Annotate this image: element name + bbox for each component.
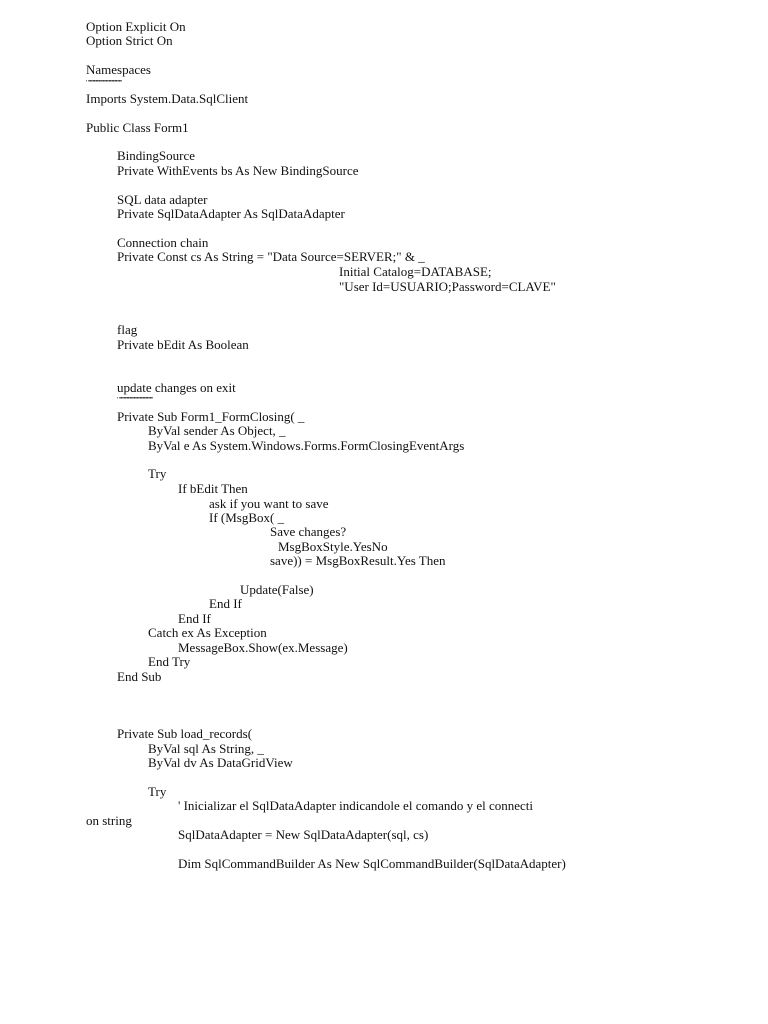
code-line: End If xyxy=(209,596,242,611)
code-line: If (MsgBox( _ xyxy=(209,510,285,525)
code-line: If bEdit Then xyxy=(178,481,248,496)
code-line: End Sub xyxy=(117,669,162,684)
code-line: Private WithEvents bs As New BindingSource xyxy=(117,163,359,178)
comment-separator: ' '''''''''''''''''''''''''''''''''''''''''''' xyxy=(117,396,153,404)
code-line: Option Explicit On xyxy=(86,19,186,34)
code-line: on string xyxy=(86,813,132,828)
code-line: Catch ex As Exception xyxy=(148,625,267,640)
code-line: End Try xyxy=(148,654,191,669)
code-line: ByVal sql As String, _ xyxy=(148,741,264,756)
code-line: ByVal e As System.Windows.Forms.FormClosingEventArgs xyxy=(148,438,465,453)
code-line: update changes on exit xyxy=(117,380,236,395)
code-line: Private Const cs As String = "Data Source=SERVER;" & _ xyxy=(117,249,425,264)
code-line: MsgBoxStyle.YesNo xyxy=(278,539,388,554)
code-line: Private Sub load_records( xyxy=(117,726,253,741)
code-line: Private Sub Form1_FormClosing( _ xyxy=(117,409,305,424)
code-line: End If xyxy=(178,611,211,626)
code-line: Try xyxy=(148,784,167,799)
code-line: Imports System.Data.SqlClient xyxy=(86,91,249,106)
code-line: Private SqlDataAdapter As SqlDataAdapter xyxy=(117,206,345,221)
code-line: BindingSource xyxy=(117,148,195,163)
code-line: save)) = MsgBoxResult.Yes Then xyxy=(270,553,446,568)
code-line: ByVal sender As Object, _ xyxy=(148,423,286,438)
code-line: SqlDataAdapter = New SqlDataAdapter(sql, cs) xyxy=(178,827,429,842)
code-line: Save changes? xyxy=(270,524,347,539)
code-line: Try xyxy=(148,466,167,481)
code-line: Namespaces xyxy=(86,62,151,77)
comment-separator: ' '''''''''''''''''''''''''''''''''''''''''''' xyxy=(86,79,122,87)
code-line: Private bEdit As Boolean xyxy=(117,337,249,352)
code-line: Option Strict On xyxy=(86,33,173,48)
code-line: Connection chain xyxy=(117,235,209,250)
code-line: MessageBox.Show(ex.Message) xyxy=(178,640,348,655)
code-line: SQL data adapter xyxy=(117,192,208,207)
code-line: Update(False) xyxy=(240,582,314,597)
code-line: Dim SqlCommandBuilder As New SqlCommandBuilder(SqlDataAdapter) xyxy=(178,856,566,871)
code-line: Initial Catalog=DATABASE; xyxy=(339,264,492,279)
code-line: ' Inicializar el SqlDataAdapter indicandole el comando y el connecti xyxy=(178,798,534,813)
code-line: "User Id=USUARIO;Password=CLAVE" xyxy=(339,279,556,294)
code-line: Public Class Form1 xyxy=(86,120,189,135)
code-line: ask if you want to save xyxy=(209,496,329,511)
code-line: flag xyxy=(117,322,138,337)
code-line: ByVal dv As DataGridView xyxy=(148,755,293,770)
